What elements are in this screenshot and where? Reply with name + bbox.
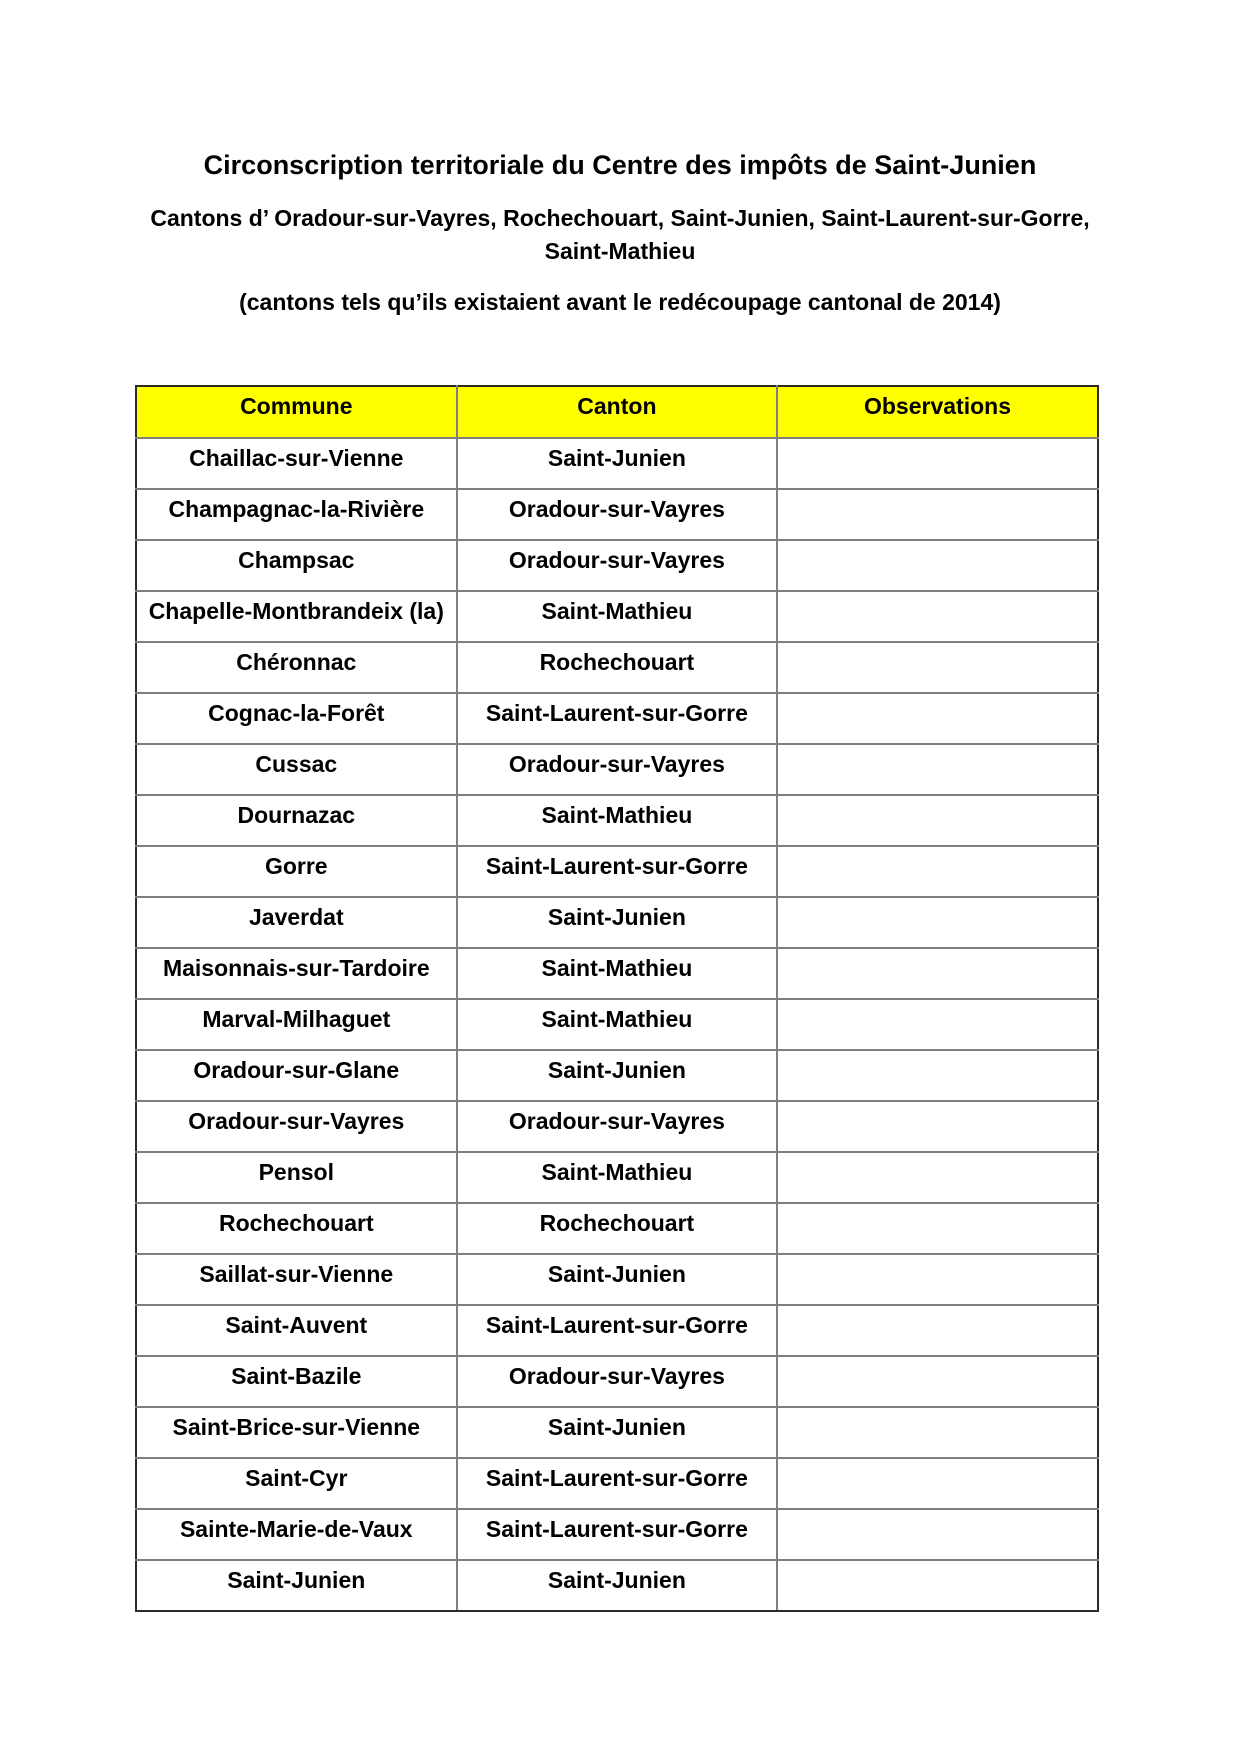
table-row bbox=[136, 438, 1098, 489]
table-row bbox=[136, 846, 1098, 897]
canton-cell: Saint-Laurent-sur-Gorre bbox=[457, 1305, 778, 1356]
commune-cell: Oradour-sur-Glane bbox=[136, 1050, 457, 1101]
canton-cell: Saint-Laurent-sur-Gorre bbox=[457, 1458, 778, 1509]
table-row bbox=[136, 591, 1098, 642]
communes-table bbox=[135, 385, 1099, 1612]
table-row bbox=[136, 795, 1098, 846]
observations-cell bbox=[777, 438, 1098, 489]
commune-cell: Saint-Junien bbox=[136, 1560, 457, 1611]
observations-cell bbox=[777, 1203, 1098, 1254]
subtitle-line-1: Cantons d’ Oradour-sur-Vayres, Rochechouart, Saint-Junien, Saint-Laurent-sur-Gorre, bbox=[150, 205, 1090, 231]
commune-cell: Cognac-la-Forêt bbox=[136, 693, 457, 744]
commune-cell: Pensol bbox=[136, 1152, 457, 1203]
canton-cell: Saint-Junien bbox=[457, 1407, 778, 1458]
observations-cell bbox=[777, 1152, 1098, 1203]
observations-cell bbox=[777, 1356, 1098, 1407]
canton-cell: Saint-Laurent-sur-Gorre bbox=[457, 1509, 778, 1560]
canton-cell: Oradour-sur-Vayres bbox=[457, 1356, 778, 1407]
table-body bbox=[136, 438, 1098, 1611]
table-row bbox=[136, 1254, 1098, 1305]
canton-cell: Oradour-sur-Vayres bbox=[457, 1101, 778, 1152]
commune-cell: Rochechouart bbox=[136, 1203, 457, 1254]
cantons-note: (cantons tels qu’ils existaient avant le redécoupage cantonal de 2014) bbox=[239, 289, 1001, 315]
page-title: Circonscription territoriale du Centre des impôts de Saint-Junien bbox=[203, 150, 1037, 180]
commune-cell: Saint-Cyr bbox=[136, 1458, 457, 1509]
commune-cell: Gorre bbox=[136, 846, 457, 897]
observations-cell bbox=[777, 1407, 1098, 1458]
table-row bbox=[136, 1509, 1098, 1560]
observations-cell bbox=[777, 744, 1098, 795]
canton-cell: Rochechouart bbox=[457, 642, 778, 693]
canton-cell: Saint-Mathieu bbox=[457, 948, 778, 999]
table-row bbox=[136, 897, 1098, 948]
canton-cell: Saint-Junien bbox=[457, 1254, 778, 1305]
commune-cell: Champagnac-la-Rivière bbox=[136, 489, 457, 540]
commune-cell: Chaillac-sur-Vienne bbox=[136, 438, 457, 489]
commune-cell: Chapelle-Montbrandeix (la) bbox=[136, 591, 457, 642]
commune-cell: Cussac bbox=[136, 744, 457, 795]
commune-cell: Dournazac bbox=[136, 795, 457, 846]
commune-cell: Saillat-sur-Vienne bbox=[136, 1254, 457, 1305]
observations-cell bbox=[777, 591, 1098, 642]
communes-table-container bbox=[135, 385, 1099, 1612]
canton-cell: Saint-Junien bbox=[457, 897, 778, 948]
commune-cell: Marval-Milhaguet bbox=[136, 999, 457, 1050]
table-header-row bbox=[136, 386, 1098, 438]
commune-cell: Champsac bbox=[136, 540, 457, 591]
table-row bbox=[136, 642, 1098, 693]
table-row bbox=[136, 948, 1098, 999]
canton-cell: Oradour-sur-Vayres bbox=[457, 540, 778, 591]
observations-cell bbox=[777, 846, 1098, 897]
observations-cell bbox=[777, 1560, 1098, 1611]
commune-cell: Saint-Bazile bbox=[136, 1356, 457, 1407]
subtitle-line-2: Saint-Mathieu bbox=[544, 238, 696, 264]
canton-cell: Saint-Mathieu bbox=[457, 795, 778, 846]
table-row bbox=[136, 1560, 1098, 1611]
canton-cell: Saint-Junien bbox=[457, 1050, 778, 1101]
table-row bbox=[136, 999, 1098, 1050]
table-row bbox=[136, 1152, 1098, 1203]
observations-cell bbox=[777, 897, 1098, 948]
table-row bbox=[136, 540, 1098, 591]
observations-cell bbox=[777, 1305, 1098, 1356]
table-row bbox=[136, 1305, 1098, 1356]
observations-cell bbox=[777, 642, 1098, 693]
canton-cell: Saint-Junien bbox=[457, 438, 778, 489]
table-row bbox=[136, 1101, 1098, 1152]
observations-cell bbox=[777, 795, 1098, 846]
column-header-observations: Observations bbox=[777, 386, 1098, 438]
canton-cell: Oradour-sur-Vayres bbox=[457, 744, 778, 795]
canton-cell: Saint-Laurent-sur-Gorre bbox=[457, 846, 778, 897]
commune-cell: Maisonnais-sur-Tardoire bbox=[136, 948, 457, 999]
commune-cell: Oradour-sur-Vayres bbox=[136, 1101, 457, 1152]
observations-cell bbox=[777, 540, 1098, 591]
canton-cell: Saint-Mathieu bbox=[457, 1152, 778, 1203]
canton-cell: Rochechouart bbox=[457, 1203, 778, 1254]
table-row bbox=[136, 1356, 1098, 1407]
canton-cell: Saint-Mathieu bbox=[457, 999, 778, 1050]
observations-cell bbox=[777, 693, 1098, 744]
commune-cell: Chéronnac bbox=[136, 642, 457, 693]
commune-cell: Saint-Auvent bbox=[136, 1305, 457, 1356]
table-row bbox=[136, 744, 1098, 795]
column-header-commune: Commune bbox=[136, 386, 457, 438]
canton-cell: Oradour-sur-Vayres bbox=[457, 489, 778, 540]
table-row bbox=[136, 489, 1098, 540]
observations-cell bbox=[777, 489, 1098, 540]
observations-cell bbox=[777, 999, 1098, 1050]
canton-cell: Saint-Laurent-sur-Gorre bbox=[457, 693, 778, 744]
canton-cell: Saint-Junien bbox=[457, 1560, 778, 1611]
table-row bbox=[136, 1050, 1098, 1101]
table-row bbox=[136, 1458, 1098, 1509]
observations-cell bbox=[777, 1101, 1098, 1152]
observations-cell bbox=[777, 1254, 1098, 1305]
page-subtitle bbox=[0, 202, 1240, 268]
observations-cell bbox=[777, 1458, 1098, 1509]
column-header-canton: Canton bbox=[457, 386, 778, 438]
table-row bbox=[136, 1407, 1098, 1458]
observations-cell bbox=[777, 948, 1098, 999]
observations-cell bbox=[777, 1509, 1098, 1560]
commune-cell: Saint-Brice-sur-Vienne bbox=[136, 1407, 457, 1458]
canton-cell: Saint-Mathieu bbox=[457, 591, 778, 642]
table-row bbox=[136, 1203, 1098, 1254]
commune-cell: Javerdat bbox=[136, 897, 457, 948]
observations-cell bbox=[777, 1050, 1098, 1101]
table-row bbox=[136, 693, 1098, 744]
commune-cell: Sainte-Marie-de-Vaux bbox=[136, 1509, 457, 1560]
